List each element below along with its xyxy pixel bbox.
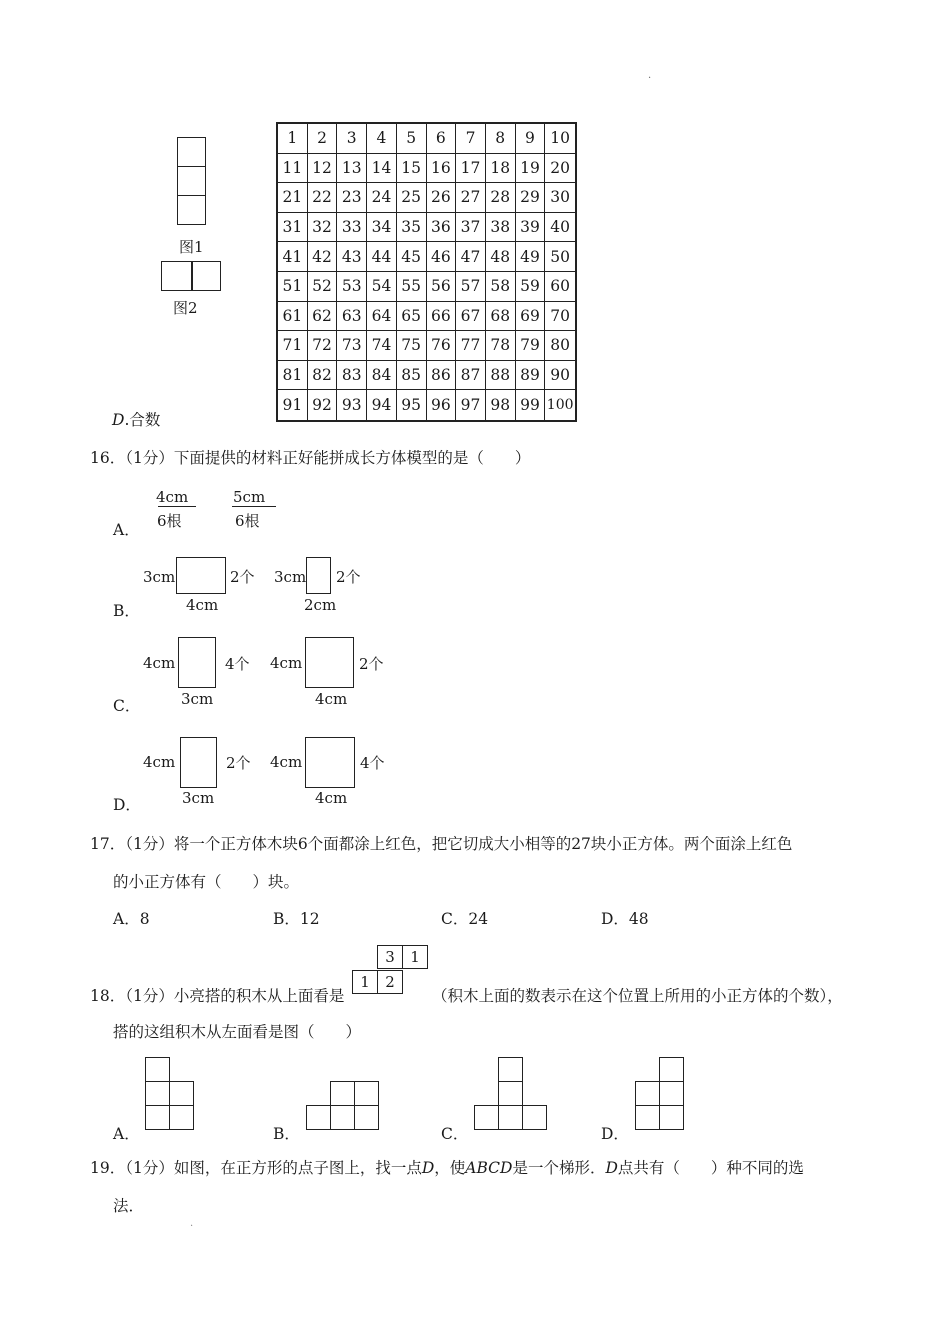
grid-cell: 66 xyxy=(427,302,457,332)
grid-cell: 57 xyxy=(456,272,486,302)
block xyxy=(330,1105,355,1130)
q17-option-d: D．48 xyxy=(601,910,649,928)
q19-abcd: ABCD xyxy=(465,1159,513,1177)
q16-option-d-letter: D． xyxy=(113,796,141,814)
grid-cell: 60 xyxy=(545,272,575,302)
q16-c-r1-count: 4个 xyxy=(225,655,250,673)
grid-cell: 69 xyxy=(516,302,546,332)
grid-cell: 96 xyxy=(427,390,457,420)
q16-c-r2-bottom: 4cm xyxy=(315,690,348,708)
grid-cell: 10 xyxy=(545,124,575,154)
grid-cell: 30 xyxy=(545,183,575,213)
grid-cell: 34 xyxy=(367,213,397,243)
q19-stem-line1 xyxy=(90,1156,804,1178)
grid-cell: 73 xyxy=(337,331,367,361)
q16-a-frac1-line xyxy=(158,506,196,507)
q16-d-r1-bottom: 3cm xyxy=(182,789,215,807)
grid-cell: 43 xyxy=(337,242,367,272)
grid-cell: 67 xyxy=(456,302,486,332)
grid-cell: 48 xyxy=(486,242,516,272)
grid-cell: 12 xyxy=(308,154,338,184)
q16-a-frac1-top: 4cm xyxy=(156,488,189,506)
grid-cell: 70 xyxy=(545,302,575,332)
grid-cell: 7 xyxy=(456,124,486,154)
q16-b-r2-bottom: 2cm xyxy=(304,596,337,614)
grid-cell: 13 xyxy=(337,154,367,184)
grid-cell: 29 xyxy=(516,183,546,213)
q16-c-r2-left: 4cm xyxy=(270,654,303,672)
q17-option-a: A．8 xyxy=(113,910,150,928)
block xyxy=(522,1105,547,1130)
q16-d-r1-count: 2个 xyxy=(226,754,251,772)
grid-cell: 53 xyxy=(337,272,367,302)
grid-cell: 100 xyxy=(546,397,574,414)
grid-cell: 32 xyxy=(308,213,338,243)
q16-stem: 16．（1分）下面提供的材料正好能拼成长方体模型的是（ ） xyxy=(90,449,531,467)
q18-stem-before: 18．（1分）小亮搭的积木从上面看是 xyxy=(90,987,345,1005)
grid-cell: 71 xyxy=(278,331,308,361)
q16-c-rect1 xyxy=(178,637,216,688)
q16-d-r2-left: 4cm xyxy=(270,753,303,771)
q16-a-frac2-bottom: 6根 xyxy=(235,512,260,530)
grid-cell: 74 xyxy=(367,331,397,361)
q18-option-d-letter: D． xyxy=(601,1125,629,1143)
q16-b-r2-left: 3cm xyxy=(274,568,307,586)
block xyxy=(330,1081,355,1106)
q19-stem-part-b: ，使 xyxy=(434,1159,466,1177)
q16-option-b-letter: B． xyxy=(113,602,140,620)
q18-option-a-letter: A． xyxy=(113,1125,140,1143)
block xyxy=(145,1057,170,1082)
q18-stem-after: （积木上面的数表示在这个位置上所用的小正方体的个数）， xyxy=(432,987,843,1005)
q18-top-r1c3: 1 xyxy=(402,945,428,969)
grid-cell: 58 xyxy=(486,272,516,302)
q18-option-b-letter: B． xyxy=(273,1125,300,1143)
grid-cell: 72 xyxy=(308,331,338,361)
grid-cell: 64 xyxy=(367,302,397,332)
grid-cell: 76 xyxy=(427,331,457,361)
grid-cell: 77 xyxy=(456,331,486,361)
q18-stem-line2: 搭的这组积木从左面看是图（ ） xyxy=(113,1023,362,1041)
grid-cell: 65 xyxy=(397,302,427,332)
grid-cell: 78 xyxy=(486,331,516,361)
figure1-strip xyxy=(177,137,206,225)
grid-cell: 5 xyxy=(397,124,427,154)
grid-cell: 51 xyxy=(278,272,308,302)
q16-d-r2-count: 4个 xyxy=(360,754,385,772)
block xyxy=(169,1105,194,1130)
hundred-grid xyxy=(276,122,577,422)
q16-a-frac2-top: 5cm xyxy=(233,488,266,506)
q16-option-a-letter: A． xyxy=(113,521,140,539)
q16-b-rect2 xyxy=(306,557,331,594)
q16-b-r1-count: 2个 xyxy=(230,568,255,586)
block xyxy=(354,1105,379,1130)
figure1-label: 图1 xyxy=(179,238,204,256)
grid-cell: 27 xyxy=(456,183,486,213)
grid-cell: 8 xyxy=(486,124,516,154)
block xyxy=(659,1081,684,1106)
grid-cell: 63 xyxy=(337,302,367,332)
q15-option-d-text: .合数 xyxy=(124,411,161,429)
q19-point-d: D xyxy=(421,1159,435,1177)
block xyxy=(306,1105,331,1130)
q19-stem-part-d: 点共有（ ）种不同的选 xyxy=(617,1159,804,1177)
grid-cell: 87 xyxy=(456,361,486,391)
grid-cell: 37 xyxy=(456,213,486,243)
grid-cell: 39 xyxy=(516,213,546,243)
block xyxy=(635,1081,660,1106)
q19-stem-part-c: 是一个梯形． xyxy=(512,1159,606,1177)
q16-a-frac1-bottom: 6根 xyxy=(157,512,182,530)
q17-stem-line1: 17．（1分）将一个正方体木块6个面都涂上红色，把它切成大小相等的27块小正方体。两个面涂上红色 xyxy=(90,835,793,853)
grid-cell: 62 xyxy=(308,302,338,332)
grid-cell: 15 xyxy=(397,154,427,184)
q19-stem-line2: 法． xyxy=(113,1197,145,1215)
grid-cell: 50 xyxy=(545,242,575,272)
q18-option-c-letter: C． xyxy=(441,1125,469,1143)
grid-cell: 40 xyxy=(545,213,575,243)
q16-d-rect2 xyxy=(305,737,355,788)
q16-b-r1-bottom: 4cm xyxy=(186,596,219,614)
grid-cell: 6 xyxy=(427,124,457,154)
q17-option-b: B．12 xyxy=(273,910,320,928)
grid-cell: 81 xyxy=(278,361,308,391)
grid-cell: 52 xyxy=(308,272,338,302)
grid-cell: 85 xyxy=(397,361,427,391)
grid-cell: 2 xyxy=(308,124,338,154)
grid-cell: 75 xyxy=(397,331,427,361)
block xyxy=(474,1105,499,1130)
q16-c-rect2 xyxy=(305,637,354,688)
grid-cell: 59 xyxy=(516,272,546,302)
q16-d-rect1 xyxy=(180,737,217,788)
grid-cell: 61 xyxy=(278,302,308,332)
q16-c-r1-left: 4cm xyxy=(143,654,176,672)
grid-cell: 95 xyxy=(397,390,427,420)
q16-a-frac2-line xyxy=(232,506,276,507)
q15-option-d xyxy=(112,408,160,430)
grid-cell: 20 xyxy=(545,154,575,184)
grid-cell: 21 xyxy=(278,183,308,213)
grid-cell: 47 xyxy=(456,242,486,272)
figure2-label: 图2 xyxy=(173,299,198,317)
grid-cell: 56 xyxy=(427,272,457,302)
grid-cell: 42 xyxy=(308,242,338,272)
grid-cell: 11 xyxy=(278,154,308,184)
grid-cell: 41 xyxy=(278,242,308,272)
block xyxy=(659,1105,684,1130)
grid-cell: 68 xyxy=(486,302,516,332)
grid-cell: 18 xyxy=(486,154,516,184)
corner-dot: . xyxy=(648,70,652,81)
grid-cell: 28 xyxy=(486,183,516,213)
grid-cell: 23 xyxy=(337,183,367,213)
block xyxy=(659,1057,684,1082)
block xyxy=(635,1105,660,1130)
grid-cell: 36 xyxy=(427,213,457,243)
grid-cell: 9 xyxy=(516,124,546,154)
grid-cell: 92 xyxy=(308,390,338,420)
q18-top-r1c2: 3 xyxy=(377,945,403,969)
block xyxy=(354,1081,379,1106)
grid-cell: 49 xyxy=(516,242,546,272)
grid-cell: 1 xyxy=(278,124,308,154)
grid-cell: 33 xyxy=(337,213,367,243)
grid-cell: 31 xyxy=(278,213,308,243)
q15-option-d-letter: D xyxy=(112,411,125,429)
grid-cell: 17 xyxy=(456,154,486,184)
grid-cell: 54 xyxy=(367,272,397,302)
q17-option-c: C．24 xyxy=(441,910,489,928)
q17-stem-line2: 的小正方体有（ ）块。 xyxy=(113,873,300,891)
grid-cell: 55 xyxy=(397,272,427,302)
bottom-dot: . xyxy=(190,1218,194,1229)
q16-d-r1-left: 4cm xyxy=(143,753,176,771)
q16-b-r1-left: 3cm xyxy=(143,568,176,586)
grid-cell: 14 xyxy=(367,154,397,184)
grid-cell: 3 xyxy=(337,124,367,154)
q16-b-rect1 xyxy=(176,557,226,594)
q19-point-d-2: D xyxy=(605,1159,618,1177)
grid-cell: 98 xyxy=(486,390,516,420)
grid-cell: 45 xyxy=(397,242,427,272)
block xyxy=(145,1105,170,1130)
q16-c-r1-bottom: 3cm xyxy=(181,690,214,708)
grid-cell: 25 xyxy=(397,183,427,213)
grid-cell: 80 xyxy=(545,331,575,361)
grid-cell: 89 xyxy=(516,361,546,391)
block xyxy=(169,1081,194,1106)
q16-d-r2-bottom: 4cm xyxy=(315,789,348,807)
grid-cell: 26 xyxy=(427,183,457,213)
grid-cell: 90 xyxy=(545,361,575,391)
grid-cell: 83 xyxy=(337,361,367,391)
figure2-strip xyxy=(161,261,221,291)
block xyxy=(498,1105,523,1130)
grid-cell: 79 xyxy=(516,331,546,361)
grid-cell: 44 xyxy=(367,242,397,272)
q19-stem-part-a: 19．（1分）如图，在正方形的点子图上，找一点 xyxy=(90,1159,422,1177)
q18-top-r2c2: 2 xyxy=(377,970,403,994)
q16-c-r2-count: 2个 xyxy=(359,655,384,673)
grid-cell: 97 xyxy=(456,390,486,420)
grid-cell: 94 xyxy=(367,390,397,420)
grid-cell: 99 xyxy=(516,390,546,420)
grid-cell: 88 xyxy=(486,361,516,391)
grid-cell: 82 xyxy=(308,361,338,391)
q16-option-c-letter: C． xyxy=(113,697,141,715)
grid-cell: 19 xyxy=(516,154,546,184)
block xyxy=(498,1081,523,1106)
grid-cell: 4 xyxy=(367,124,397,154)
grid-cell: 38 xyxy=(486,213,516,243)
grid-cell: 91 xyxy=(278,390,308,420)
grid-cell: 46 xyxy=(427,242,457,272)
grid-cell: 24 xyxy=(367,183,397,213)
grid-cell: 84 xyxy=(367,361,397,391)
q16-b-r2-count: 2个 xyxy=(336,568,361,586)
grid-cell: 22 xyxy=(308,183,338,213)
block xyxy=(498,1057,523,1082)
block xyxy=(145,1081,170,1106)
grid-cell: 16 xyxy=(427,154,457,184)
q18-top-r2c1: 1 xyxy=(352,970,378,994)
grid-cell: 86 xyxy=(427,361,457,391)
grid-cell: 93 xyxy=(337,390,367,420)
grid-cell: 35 xyxy=(397,213,427,243)
